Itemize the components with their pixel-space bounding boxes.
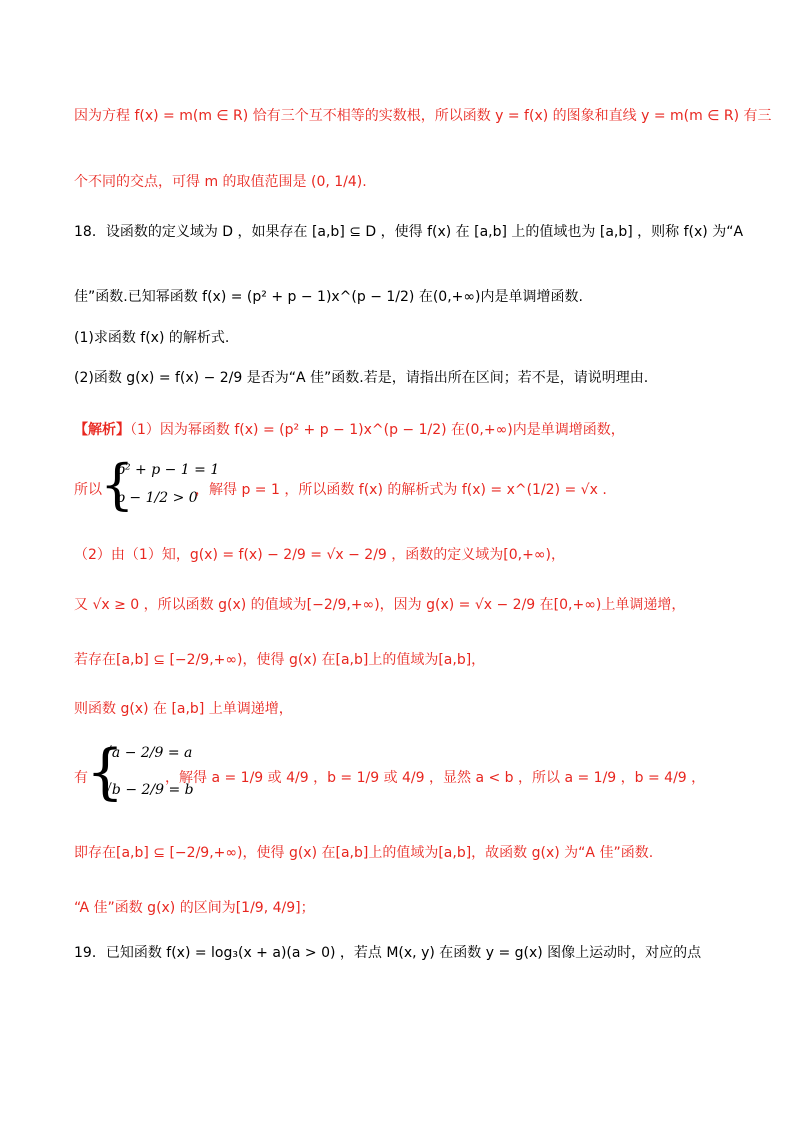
system1-eq1: p² + p − 1 = 1 bbox=[116, 462, 220, 478]
system2-eq2: √b − 2/9 = b bbox=[103, 782, 194, 798]
problem-18-part-2: (2)函数 g(x) = f(x) − 2/9 是否为“A 佳”函数.若是，请指出所在区间；若不是，请说明理由. bbox=[74, 370, 649, 386]
left-brace-2: { bbox=[86, 737, 125, 807]
analysis-line-3: 又 √x ≥ 0 ，所以函数 g(x) 的值域为[−2/9,+∞)，因为 g(x) = √x − 2/9 在[0,+∞)上单调递增， bbox=[74, 597, 686, 613]
system1-conclusion: ，解得 p = 1 ，所以函数 f(x) 的解析式为 f(x) = x^(1/2) = √x . bbox=[195, 482, 607, 498]
have-label: 有 bbox=[74, 770, 88, 786]
analysis-line-2: （2）由（1）知，g(x) = f(x) − 2/9 = √x − 2/9 ，函数的定义域为[0,+∞)， bbox=[74, 547, 565, 563]
analysis-line-6: 即存在[a,b] ⊆ [−2/9,+∞)，使得 g(x) 在[a,b]上的值域为[a,b]，故函数 g(x) 为“A 佳”函数. bbox=[74, 845, 654, 861]
solution-line-1: 因为方程 f(x) = m(m ∈ R) 恰有三个互不相等的实数根，所以函数 y = f(x) 的图象和直线 y = m(m ∈ R) 有三 bbox=[74, 108, 772, 124]
analysis-tag: 【解析】 bbox=[74, 422, 130, 438]
analysis-line-5: 则函数 g(x) 在 [a,b] 上单调递增， bbox=[74, 701, 293, 717]
system2-eq1: √a − 2/9 = a bbox=[103, 745, 193, 761]
analysis-label bbox=[74, 420, 625, 440]
analysis-line-1: （1）因为幂函数 f(x) = (p² + p − 1)x^(p − 1/2) 在(0,+∞)内是单调增函数， bbox=[130, 422, 625, 438]
problem-18-part-1: (1)求函数 f(x) 的解析式. bbox=[74, 330, 230, 346]
problem-18-line-2: 佳”函数.已知幂函数 f(x) = (p² + p − 1)x^(p − 1/2) 在(0,+∞)内是单调增函数. bbox=[74, 289, 583, 305]
analysis-line-7: “A 佳”函数 g(x) 的区间为[1/9, 4/9]； bbox=[74, 900, 315, 916]
system1-eq2: p − 1/2 > 0 bbox=[116, 490, 198, 506]
analysis-line-4: 若存在[a,b] ⊆ [−2/9,+∞)，使得 g(x) 在[a,b]上的值域为[a,b]， bbox=[74, 652, 486, 668]
problem-19-line-1: 19．已知函数 f(x) = log₃(x + a)(a > 0) ，若点 M(x, y) 在函数 y = g(x) 图像上运动时，对应的点 bbox=[74, 945, 702, 961]
solution-line-2: 个不同的交点，可得 m 的取值范围是 (0, 1/4). bbox=[74, 174, 367, 190]
so-label: 所以 bbox=[74, 482, 102, 498]
problem-18-line-1: 18．设函数的定义域为 D ，如果存在 [a,b] ⊆ D ，使得 f(x) 在 [a,b] 上的值域也为 [a,b] ，则称 f(x) 为“A bbox=[74, 224, 744, 240]
system2-conclusion: ，解得 a = 1/9 或 4/9 ，b = 1/9 或 4/9 ，显然 a < b ，所以 a = 1/9 ，b = 4/9 ， bbox=[165, 770, 706, 786]
left-brace-1: { bbox=[100, 453, 135, 516]
